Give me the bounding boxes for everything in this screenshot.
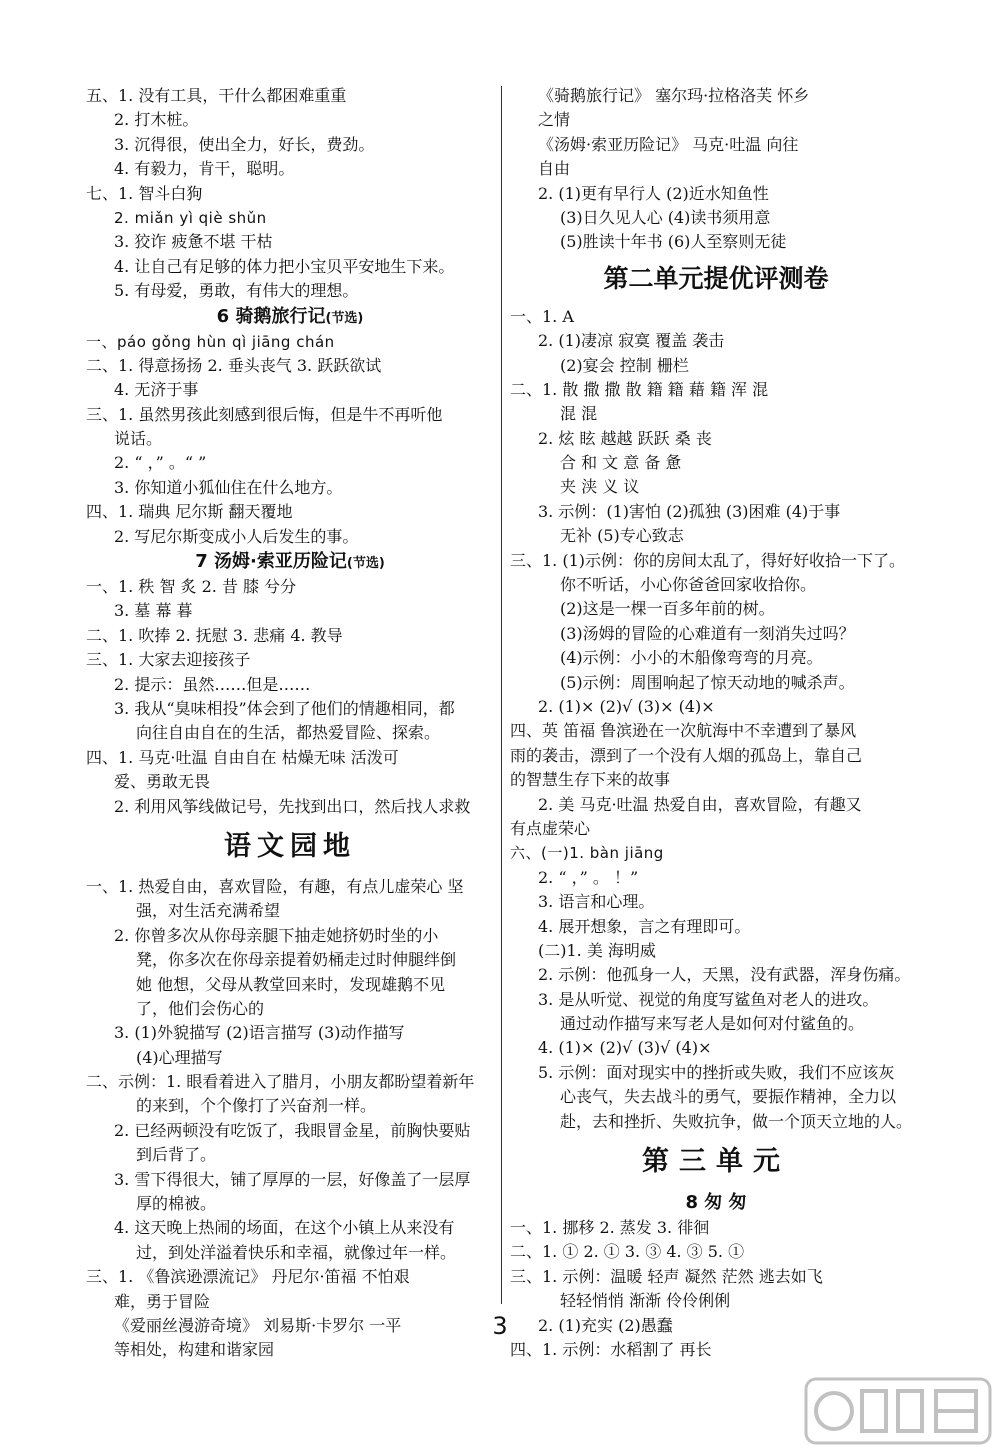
answer-line: 的智慧生存下来的故事 [510,770,671,790]
lesson-8-title: 8 匆 匆 [685,1192,747,1214]
answer-line: 有点虚荣心 [510,818,591,838]
answer-line: 向往自由自在的生活，都热爱冒险、探索。 [136,723,441,743]
answer-line: 的来到，个个像打了兴奋剂一样。 [136,1096,377,1116]
answer-line: 2. 你曾多次从你母亲腿下抽走她挤奶时坐的小 [114,925,439,945]
answer-line: 3. 沉得很，使出全力，好长，费劲。 [114,134,375,154]
answer-line: 二、1. 吹捧 2. 抚慰 3. 悲痛 4. 教导 [86,625,343,645]
answer-line: 3. 是从听觉、视觉的角度写鲨鱼对老人的进攻。 [538,989,879,1009]
answer-line: 二、1. 得意扬扬 2. 垂头丧气 3. 跃跃欲试 [86,355,382,375]
answer-line: 三、1. (1)示例：你的房间太乱了，得好好收拾一下了。 [510,550,906,570]
answer-line: 雨的袭击，漂到了一个没有人烟的孤岛上，靠自己 [510,745,863,765]
answer-line: 自由 [538,159,571,179]
answer-line: 心丧气，失去战斗的勇气，要振作精神，全力以 [560,1087,897,1107]
answer-line: 2. 提示：虽然……但是…… [114,674,311,694]
answer-line: 4. 展开想象，言之有理即可。 [538,916,751,936]
answer-line: 一、1. 秩 智 炙 2. 昔 膝 兮分 [86,577,297,597]
answer-line: 4. 让自己有足够的体力把小宝贝平安地生下来。 [114,256,455,276]
answer-line: 4. 有毅力，肯干，聪明。 [114,159,295,179]
answer-line: (5)示例：周围响起了惊天动地的喊杀声。 [560,672,855,692]
answer-line: 无补 (5)专心致志 [560,526,684,546]
answer-line: 一、1. 热爱自由，喜欢冒险，有趣，有点儿虚荣心 坚 [86,876,464,896]
answer-line: 四、1. 瑞典 尼尔斯 翻天覆地 [86,502,293,522]
answers-block-continued [510,84,922,255]
answer-line: (2)这是一棵一百多年前的树。 [560,599,775,619]
answer-line: 3. 狡诈 疲惫不堪 干枯 [114,232,273,252]
answer-line: 2. 打木桩。 [114,110,199,130]
answer-line: 三、1. 示例：温暖 轻声 凝然 茫然 逃去如飞 [510,1266,823,1286]
answer-line: 2. 炫 眩 越越 跃跃 桑 丧 [538,428,712,448]
answer-line: 3. 你知道小狐仙住在什么地方。 [114,477,343,497]
answer-line: 2. (1)充实 (2)愚蠢 [538,1315,673,1335]
answer-line: (二)1. 美 海明威 [538,940,656,960]
answer-line: (3)汤姆的冒险的心难道有一刻消失过吗？ [560,623,855,643]
answer-line: (4)示例：小小的木船像弯弯的月亮。 [560,648,823,668]
answer-line: 到后背了。 [136,1145,217,1165]
answer-line: 二、1. ① 2. ① 3. ③ 4. ③ 5. ① [510,1242,745,1262]
answer-line: 赴，去和挫折、失败抗争，做一个顶天立地的人。 [560,1111,913,1131]
answer-line: 等相处，构建和谐家园 [114,1340,275,1360]
answer-line: 2. 已经两顿没有吃饭了，我眼冒金星，前胸快要贴 [114,1120,471,1140]
answer-line: 3. 示例：(1)害怕 (2)孤独 (3)困难 (4)于事 [538,501,841,521]
answer-line: 2. 利用风筝线做记号，先找到出口，然后找人求救 [114,796,471,816]
answer-line: 五、1. 没有工具，干什么都困难重重 [86,86,347,105]
answers-block-lesson7 [86,575,494,819]
answer-line: 一、páo gǒng hùn qì jiāng chán [86,332,335,351]
answer-line: 3. 墓 幕 暮 [114,601,193,621]
answer-line: 了，他们会伤心的 [136,998,265,1018]
left-column [86,84,494,1363]
answer-line: 2. “ ，” 。“ ” [114,453,207,473]
answer-line: 七、1. 智斗白狗 [86,183,203,203]
answer-line: 三、1. 大家去迎接孩子 [86,650,251,670]
answer-line: 2. 写尼尔斯变成小人后发生的事。 [114,526,359,546]
answer-line: 难，勇于冒险 [114,1291,211,1311]
answer-line: 2. 示例：他孤身一人，天黑，没有武器，浑身伤痛。 [538,965,911,985]
answer-line: 厚的棉被。 [136,1194,217,1214]
answer-line: 2. (1)更有早行人 (2)近水知鱼性 [538,183,769,203]
answer-line: 4. (1)× (2)√ (3)√ (4)× [538,1038,712,1058]
answer-line: 四、1. 马克·吐温 自由自在 枯燥无味 活泼可 [86,747,399,767]
answer-line: 她 他想，父母从教堂回来时，发现雄鹅不见 [136,974,446,994]
answer-line: 三、1. 虽然男孩此刻感到很后悔，但是牛不再听他 [86,404,443,424]
answer-line: 爱、勇敢无畏 [114,772,211,792]
answer-line: 过，到处洋溢着快乐和幸福，就像过年一样。 [136,1242,457,1262]
answer-line: 5. 有母爱，勇敢，有伟大的理想。 [114,281,359,301]
answer-line: 2. “ ，” 。 ！” [538,867,639,887]
answer-line: 一、1. A [510,306,574,326]
answer-line: 四、英 笛福 鲁滨逊在一次航海中不幸遭到了暴风 [510,721,857,741]
page-number: 3 [492,1312,508,1340]
answer-line: 《汤姆·索亚历险记》 马克·吐温 向往 [538,134,799,154]
answer-line: 合 和 文 意 备 惫 [560,453,682,473]
answer-line: 3. (1)外貌描写 (2)语言描写 (3)动作描写 [114,1023,405,1043]
lesson-6-title: 6 骑鹅旅行记(节选) [216,305,364,327]
answer-line: 二、1. 散 撒 撒 散 籍 籍 藉 籍 浑 混 [510,379,769,399]
answer-line: 通过动作描写来写老人是如何对付鲨鱼的。 [560,1014,865,1034]
answer-line: (3)日久见人心 (4)读书须用意 [560,207,771,227]
answer-line: 说话。 [114,429,163,449]
answer-line: 一、1. 挪移 2. 蒸发 3. 徘徊 [510,1218,710,1238]
unit-3-title: 第三单元 [642,1146,790,1178]
answer-line: 2. (1)凄凉 寂寞 覆盖 袭击 [538,331,725,351]
unit-2-test-title: 第二单元提优评测卷 [603,263,829,293]
answers-block-yuwen-yuandi [86,875,494,1363]
answer-line: 2. 美 马克·吐温 热爱自由，喜欢冒险，有趣又 [538,794,862,814]
answer-line: 四、1. 示例：水稻割了 再长 [510,1339,712,1359]
answer-line: 3. 雪下得很大，铺了厚厚的一层，好像盖了一层厚 [114,1169,471,1189]
lesson-7-title: 7 汤姆·索亚历险记(节选) [195,551,385,573]
answer-line: 之情 [538,110,571,130]
answers-block-lesson6 [86,330,494,550]
answer-line: 夹 浃 义 议 [560,477,640,497]
answer-line: 混 混 [560,404,598,424]
answer-line: 六、(一)1. bàn jiāng [510,844,664,863]
answer-line: 5. 示例：面对现实中的挫折或失败，我们不应该灰 [538,1062,895,1082]
answer-line: (2)宴会 控制 栅栏 [560,355,689,375]
answer-line: 凳，你多次在你母亲提着奶桶走过时伸腿绊倒 [136,950,457,970]
answer-line: 二、示例：1. 眼看着进入了腊月，小朋友都盼望着新年 [86,1072,475,1092]
answer-line: 3. 我从“臭味相投”体会到了他们的情趣相同，都 [114,698,455,718]
answers-block-unit2-test [510,305,922,1134]
answers-block-lesson8 [510,1216,922,1362]
answer-line: 4. 这天晚上热闹的场面，在这个小镇上从来没有 [114,1218,455,1238]
watermark-logo [804,1377,992,1445]
answer-line: 轻轻悄悄 渐渐 伶伶俐俐 [560,1291,731,1311]
answer-line: (4)心理描写 [136,1047,223,1067]
yuwen-yuandi-title: 语文园地 [224,830,356,862]
answer-line: 《爱丽丝漫游奇境》 刘易斯·卡罗尔 一平 [114,1315,402,1335]
answer-line: 强，对生活充满希望 [136,901,281,921]
answer-line: 4. 无济于事 [114,380,199,400]
answer-line: 三、1. 《鲁滨逊漂流记》 丹尼尔·笛福 不怕艰 [86,1267,410,1287]
answer-line: 你不听话，小心你爸爸回家收拾你。 [560,575,817,595]
answer-line: 2. miǎn yì qiè shǔn [114,208,267,227]
answer-line: (5)胜读十年书 (6)人至察则无徒 [560,232,787,252]
answer-line: 2. (1)× (2)√ (3)× (4)× [538,696,715,716]
answer-line: 3. 语言和心理。 [538,892,655,912]
right-column [510,84,922,1362]
answers-block-lesson5 [86,84,494,304]
column-divider [501,86,502,1304]
answer-line: 《骑鹅旅行记》 塞尔玛·拉格洛芙 怀乡 [538,86,810,105]
